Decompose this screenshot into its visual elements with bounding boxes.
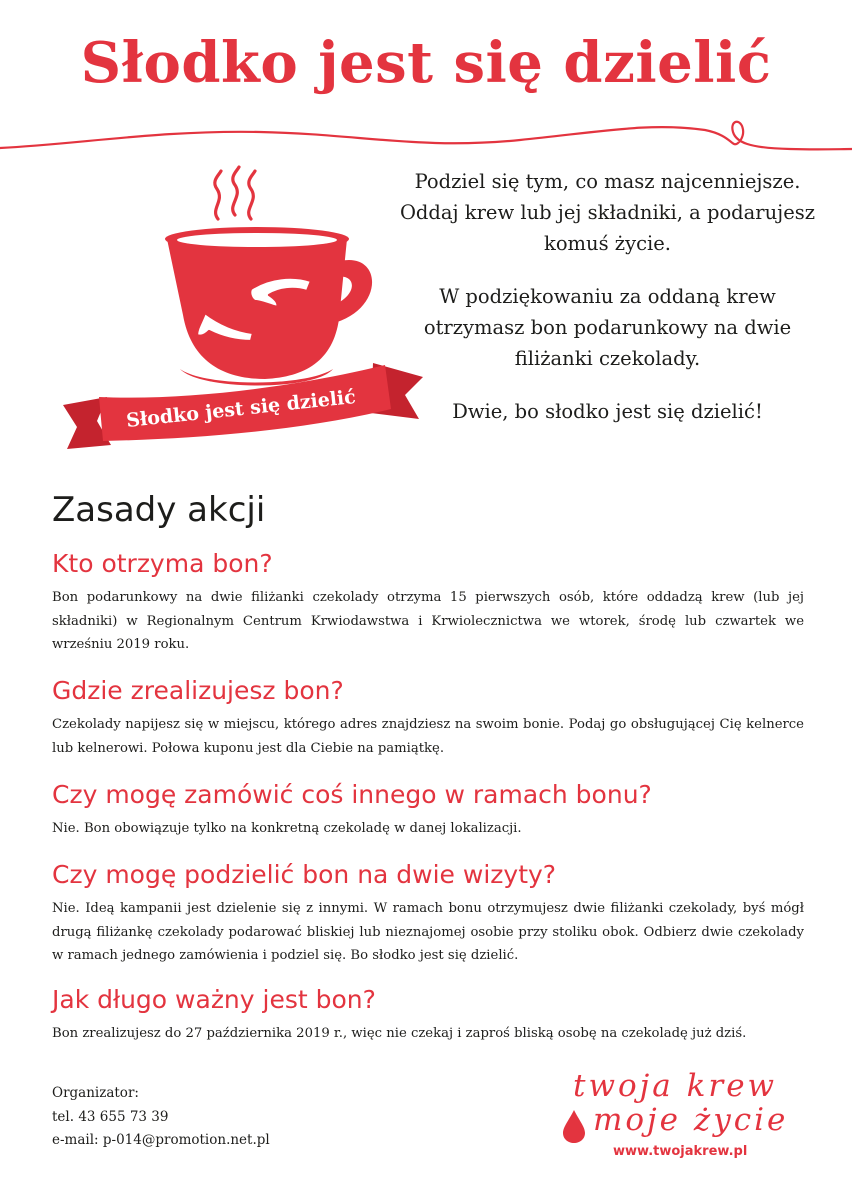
decorative-wave-line xyxy=(0,108,852,168)
ribbon-label: Słodko jest się dzielić xyxy=(125,385,357,432)
steam-icon xyxy=(215,167,255,219)
faq-answer: Bon podarunkowy na dwie filiżanki czekolady otrzyma 15 pierwszych osób, które oddadzą krew (lub jej składniki) w Regionalnym Centrum Krwiodawstwa i Krwiolecznictwa we wtorek, środę lub czwartek we wrześniu 2019 roku. xyxy=(52,590,804,652)
faq-answer: Nie. Ideą kampanii jest dzielenie się z innymi. W ramach bonu otrzymujesz dwie filiżanki czekolady, byś mógł drugą filiżankę czekolady podarować bliskiej lub nieznajomej osobie przy stoliku obok. Odbierz dwie czekolady w ramach jednego zamówienia i podziel się. Bo słodko jest się dzielić. xyxy=(52,901,804,963)
faq-answer: Bon zrealizujesz do 27 października 2019 r., więc nie czekaj i zaproś bliską osobę na czekoladę już dziś. xyxy=(52,1026,747,1041)
brand-url[interactable]: www.twojakrew.pl xyxy=(613,1144,748,1159)
intro-paragraph: Podziel się tym, co masz najcenniejsze. Oddaj krew lub jej składniki, a podarujesz komuś życie. xyxy=(399,170,816,255)
intro-paragraph: W podziękowaniu za oddaną krew otrzymasz bon podarunkowy na dwie filiżanki czekolady. xyxy=(423,285,792,370)
page-title: Słodko jest się dzielić xyxy=(80,30,772,96)
organizer-phone: tel. 43 655 73 39 xyxy=(52,1108,169,1125)
faq-section xyxy=(52,548,804,657)
faq-section xyxy=(52,779,804,841)
faq-section xyxy=(52,984,804,1046)
brand-logo xyxy=(555,1068,805,1168)
blood-drop-icon xyxy=(561,1108,587,1144)
faq-question: Kto otrzyma bon? xyxy=(52,549,273,578)
faq-question: Czy mogę podzielić bon na dwie wizyty? xyxy=(52,860,557,889)
faq-question: Czy mogę zamówić coś innego w ramach bonu? xyxy=(52,780,652,809)
organizer-email: e-mail: p-014@promotion.net.pl xyxy=(52,1132,270,1148)
faq-answer: Nie. Bon obowiązuje tylko na konkretną czekoladę w danej lokalizacji. xyxy=(52,821,522,836)
intro-text xyxy=(395,166,820,449)
brand-line-2: moje życie xyxy=(593,1102,789,1138)
faq-section xyxy=(52,859,804,968)
hugging-cup-illustration xyxy=(55,165,435,465)
rules-heading: Zasady akcji xyxy=(52,490,266,530)
faq-answer: Czekolady napijesz się w miejscu, którego adres znajdziesz na swoim bonie. Podaj go obsługującej Cię kelnerce lub kelnerowi. Połowa kuponu jest dla Ciebie na pamiątkę. xyxy=(52,717,804,756)
organizer-label: Organizator: xyxy=(52,1085,139,1101)
faq-question: Jak długo ważny jest bon? xyxy=(52,985,376,1014)
organizer-info xyxy=(52,1082,270,1153)
cup-icon xyxy=(165,227,349,379)
faq-question: Gdzie zrealizujesz bon? xyxy=(52,676,344,705)
brand-line-1: twoja krew xyxy=(573,1068,778,1104)
faq-section xyxy=(52,675,804,760)
intro-paragraph: Dwie, bo słodko jest się dzielić! xyxy=(452,400,763,423)
